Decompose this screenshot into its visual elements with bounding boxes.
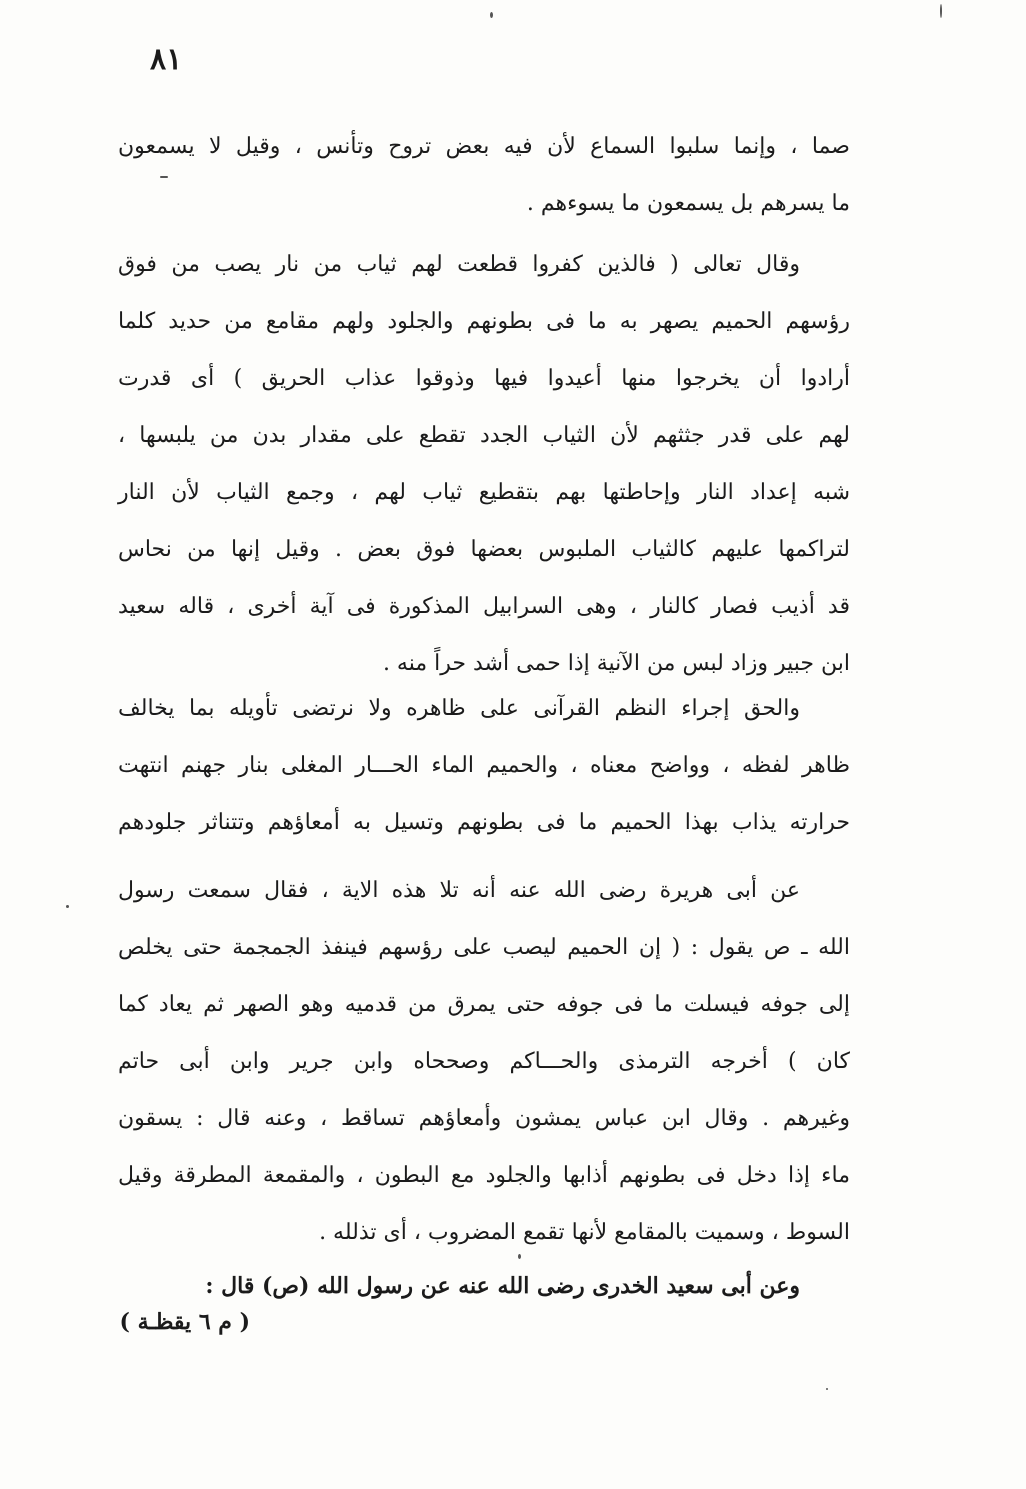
text-line: ما يسرهم بل يسمعون ما يسوءهم . — [526, 191, 850, 216]
text-line: وغيرهم . وقال ابن عباس يمشون وأمعاؤهم تساقط ، وعنه قال : يسقون — [118, 1106, 850, 1131]
text-line: حرارته يذاب بهذا الحميم ما فى بطونهم وتسيل به أمعاؤهم وتتناثر جلودهم — [118, 810, 850, 835]
text-line: الله ـ ص يقول : ( إن الحميم ليصب على رؤسهم فينفذ الجمجمة حتى يخلص — [118, 935, 850, 960]
text-line: أرادوا أن يخرجوا منها أعيدوا فيها وذوقوا عذاب الحريق ) أى قدرت — [118, 366, 850, 391]
text-line: عن أبى هريرة رضى الله عنه أنه تلا هذه الاية ، فقال سمعت رسول — [118, 878, 800, 903]
scan-speck — [826, 1388, 828, 1390]
scan-speck — [66, 905, 69, 908]
scan-speck — [160, 176, 168, 178]
text-line: صما ، وإنما سلبوا السماع لأن فيه بعض تروح وتأنس ، وقيل لا يسمعون — [118, 134, 850, 159]
text-line: كان ) أخرجه الترمذى والحـــاكم وصححاه وابن جرير وابن أبى حاتم — [118, 1049, 850, 1074]
paragraph-5 — [118, 1268, 850, 1340]
text-line: وعن أبى سعيد الخدرى رضى الله عنه عن رسول الله (ص) قال : — [205, 1273, 800, 1299]
signature-footer: ( م ٦ يقظـة ) — [119, 1309, 250, 1335]
text-line: والحق إجراء النظم القرآنى على ظاهره ولا نرتضى تأويله بما يخالف — [118, 696, 800, 721]
paragraph-1 — [118, 118, 850, 232]
paragraph-4 — [118, 862, 850, 1261]
text-line: رؤسهم الحميم يصهر به ما فى بطونهم والجلود ولهم مقامع من حديد كلما — [118, 309, 850, 334]
paragraph-3 — [118, 680, 850, 851]
page-number: ٨١ — [150, 42, 183, 77]
text-line: لتراكمها عليهم كالثياب الملبوس بعضها فوق بعض . وقيل إنها من نحاس — [118, 537, 850, 562]
scan-speck — [490, 12, 493, 18]
text-line: وقال تعالى ( فالذين كفروا قطعت لهم ثياب من نار يصب من فوق — [118, 252, 800, 277]
text-line: إلى جوفه فيسلت ما فى جوفه حتى يمرق من قدميه وهو الصهر ثم يعاد كما — [118, 992, 850, 1017]
text-line: ظاهر لفظه ، وواضح معناه ، والحميم الماء الحـــار المغلى بنار جهنم انتهت — [118, 753, 850, 778]
scan-speck — [518, 1254, 521, 1259]
text-line: قد أذيب فصار كالنار ، وهى السرابيل المذكورة فى آية أخرى ، قاله سعيد — [118, 594, 850, 619]
text-line: ماء إذا دخل فى بطونهم أذابها والجلود مع البطون ، والمقمعة المطرقة وقيل — [118, 1163, 850, 1188]
paragraph-2 — [118, 236, 850, 692]
text-line: شبه إعداد النار وإحاطتها بهم بتقطيع ثياب لهم ، وجمع الثياب لأن النار — [118, 480, 850, 505]
text-line: ابن جبير وزاد لبس من الآنية إذا حمى أشد حراً منه . — [382, 651, 850, 676]
text-line: لهم على قدر جثثهم لأن الثياب الجدد تقطع على مقدار بدن من يلبسها ، — [118, 423, 850, 448]
scan-speck — [940, 4, 942, 18]
text-line: السوط ، وسميت بالمقامع لأنها تقمع المضروب ، أى تذلله . — [319, 1220, 850, 1245]
